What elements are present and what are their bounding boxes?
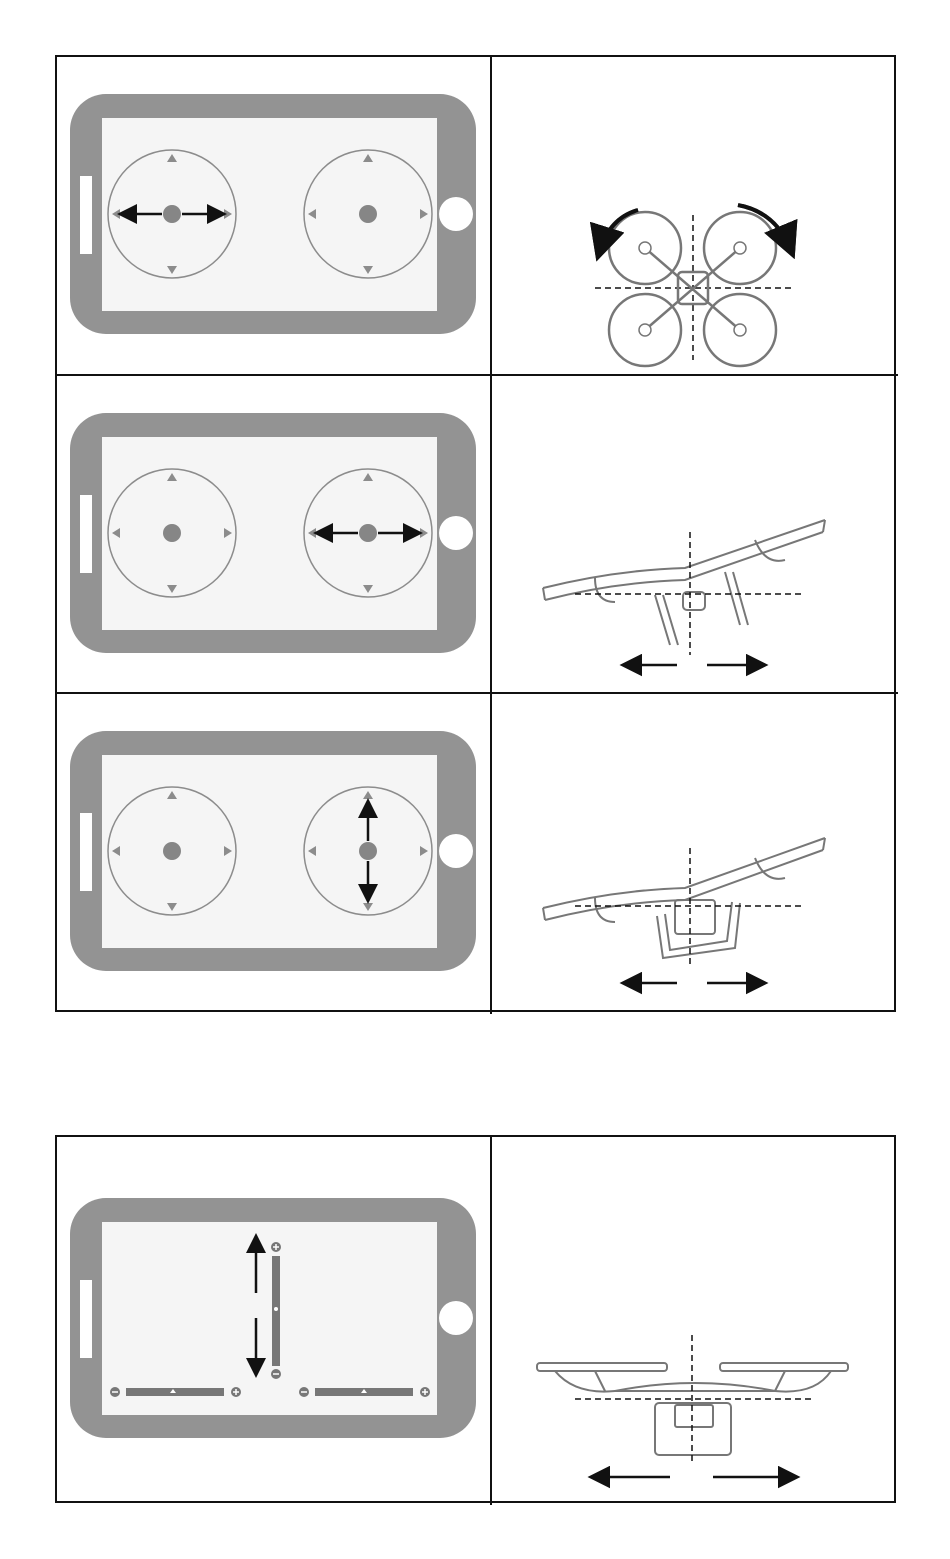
drone-side-view: [535, 510, 835, 680]
trim-slider-icon: [299, 1387, 430, 1397]
tablet-icon: [70, 94, 478, 336]
home-button-icon: [439, 1301, 473, 1335]
home-button-icon: [439, 516, 473, 550]
drone-top-view: [580, 190, 810, 385]
tablet-row3: [70, 731, 478, 973]
tablet-icon: [70, 731, 478, 973]
trim-slider-icon: [271, 1242, 281, 1379]
home-button-icon: [439, 197, 473, 231]
trim-slider-icon: [110, 1387, 241, 1397]
quadcopter-side-icon: [535, 828, 835, 998]
tablet-icon: [70, 1198, 478, 1440]
tablet-row2: [70, 413, 478, 655]
quadcopter-top-icon: [580, 190, 810, 385]
quadcopter-side-icon: [535, 1335, 855, 1495]
tablet-row1: [70, 94, 478, 336]
quadcopter-side-icon: [535, 510, 835, 680]
tablet-trim: [70, 1198, 478, 1440]
drone-side-angled-view: [535, 828, 835, 998]
tablet-icon: [70, 413, 478, 655]
drone-front-view: [535, 1335, 855, 1495]
home-button-icon: [439, 834, 473, 868]
